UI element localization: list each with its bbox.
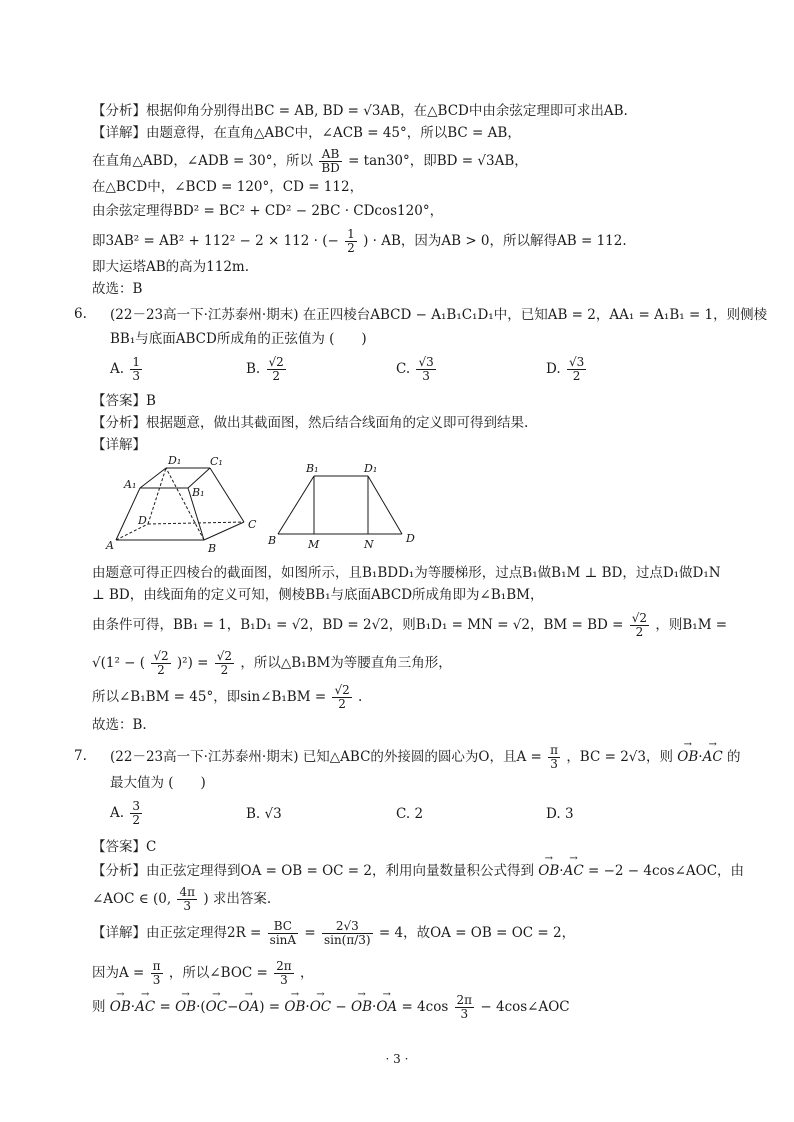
frac-one-two: $\frac{1}{2}$: [347, 227, 355, 255]
q5-analysis: 【分析】根据仰角分别得出BC = AB, BD = √3AB，在△BCD中由余弦定理即可求出AB.: [92, 103, 628, 119]
q6-explain-4: √(1² − ( $\frac{√2}{2}$ )²) = $\frac{√2}{2}$ ，所以△B₁BM为等腰直角三角形，: [92, 649, 452, 677]
page-number: · 3 ·: [385, 1052, 409, 1066]
q7-detail-1: 【详解】由正弦定理得2R = $\frac{BC}{\sin A}$ = $\frac{2√3}{\sin(\pi/3)}$ = 4，故OA = OB = OC = 2，: [92, 919, 576, 947]
q7-number: 7.: [74, 748, 87, 764]
q5-detail-2: 在直角△ABD，∠ADB = 30°，所以 $\frac{AB}{BD}$ = tan30°，即BD = √3AB，: [92, 147, 528, 175]
q6-explain-2: ⊥ BD，由线面角的定义可知，侧棱BB₁与底面ABCD所成角即为∠B₁BM，: [92, 587, 544, 603]
q6-option-c[interactable]: C. $\frac{√3}{3}$: [396, 355, 434, 383]
q6-option-d[interactable]: D. $\frac{√3}{2}$: [546, 355, 585, 383]
q5-detail-5: 即3AB² = AB² + 112² − 2 × 112 · (− $\frac{1}{2}$ ) · AB，因为AB > 0，所以解得AB = 112.: [92, 227, 627, 255]
q7-stem-1: (22－23高一下·江苏泰州·期末) 已知△ABC的外接圆的圆心为O，且A = $\frac{\pi}{3}$ ，BC = 2√3，则 → OB·→ AC 的: [110, 744, 740, 771]
q7-analysis-2: ∠AOC ∈ (0, $\frac{4\pi}{3}$ ) 求出答案.: [92, 885, 272, 913]
edge-d1d: [368, 476, 402, 534]
q5-answer: 故选：B: [92, 281, 143, 297]
q6-explain-5: 所以∠B₁BM = 45°，即sin∠B₁BM = $\frac{√2}{2}$ .: [92, 683, 363, 711]
q7-stem-2: 最大值为 ( ): [110, 775, 206, 791]
edge-cc1: [210, 468, 244, 522]
q7-detail-3: 则 → OB·→ AC = → OB·(→ OC−→ OA) = → OB·→ OC − → OB·→ OA = 4cos $\frac{2\pi}{3}$ − 4cos∠AOC: [92, 994, 570, 1021]
frustum-figure: [104, 452, 264, 556]
frac-ab-bd: $\frac{AB}{BD}$: [321, 147, 340, 175]
label-b: B: [268, 534, 277, 547]
edge-dd1: [148, 468, 166, 524]
q6-explain-1: 由题意可得正四棱台的截面图，如图所示，且B₁BDD₁为等腰梯形，过点B₁做B₁M ⊥ BD，过点D₁做D₁N: [92, 565, 721, 581]
q7-option-c[interactable]: C. 2: [396, 806, 424, 822]
q7-detail-2: 因为A = $\frac{\pi}{3}$ ，所以∠BOC = $\frac{2\pi}{3}$ ，: [92, 959, 314, 987]
q6-choice: 故选：B.: [92, 717, 147, 733]
q6-stem-1: (22－23高一下·江苏泰州·期末) 在正四棱台ABCD − A₁B₁C₁D₁中，已知AB = 2，AA₁ = A₁B₁ = 1，则侧棱: [110, 307, 768, 323]
q7-option-a[interactable]: A. $\frac{3}{2}$: [110, 799, 140, 827]
q5-detail-1: 【详解】由题意得，在直角△ABC中，∠ACB = 45°，所以BC = AB，: [92, 125, 521, 141]
label-b1: B₁: [192, 486, 205, 499]
q5-detail-3: 在△BCD中，∠BCD = 120°，CD = 112，: [92, 179, 364, 195]
q6-option-a[interactable]: A. $\frac{1}{3}$: [110, 355, 140, 383]
edge-b1c1: [188, 468, 210, 488]
edge-a1d1: [140, 468, 166, 488]
edge-dc: [148, 522, 244, 524]
label-b1: B₁: [306, 462, 319, 475]
q7-analysis-1: 【分析】由正弦定理得到OA = OB = OC = 2，利用向量数量积公式得到 → OB·→ AC = −2 − 4cos∠AOC，由: [92, 862, 744, 880]
q6-analysis: 【分析】根据题意，做出其截面图，然后结合线面角的定义即可得到结果.: [92, 415, 529, 431]
label-c1: C₁: [210, 455, 223, 468]
edge-bb1: [278, 476, 314, 534]
q5-detail-4: 由余弦定理得BD² = BC² + CD² − 2BC · CDcos120°，: [92, 203, 444, 219]
q7-answer: 【答案】C: [92, 839, 157, 855]
label-a: A: [106, 539, 114, 552]
q7-option-d[interactable]: D. 3: [546, 806, 574, 822]
label-d1: D₁: [364, 462, 378, 475]
cross-section-figure: [266, 462, 426, 548]
q6-option-b[interactable]: B. $\frac{√2}{2}$: [246, 355, 284, 383]
edge-bc: [204, 522, 244, 540]
q6-explain-3: 由条件可得，BB₁ = 1，B₁D₁ = √2，BD = 2√2，则B₁D₁ = MN = √2，BM = BD = $\frac{√2}{2}$ ，则B₁M =: [92, 611, 728, 639]
q6-answer: 【答案】B: [92, 393, 156, 409]
q6-number: 6.: [74, 306, 87, 322]
q6-detail-tag: 【详解】: [92, 437, 146, 453]
q7-option-b[interactable]: B. √3: [246, 806, 282, 822]
label-d1: D₁: [168, 454, 182, 467]
label-d: D: [138, 514, 147, 527]
label-a1: A₁: [124, 478, 137, 491]
label-c: C: [248, 518, 257, 531]
label-m: M: [308, 538, 320, 548]
label-b: B: [208, 542, 217, 555]
edge-aa1: [116, 488, 140, 540]
label-n: N: [364, 538, 374, 548]
label-d: D: [406, 532, 415, 545]
q5-detail-6: 即大运塔AB的高为112m.: [92, 259, 250, 275]
q6-stem-2: BB₁与底面ABCD所成角的正弦值为 ( ): [110, 331, 367, 347]
